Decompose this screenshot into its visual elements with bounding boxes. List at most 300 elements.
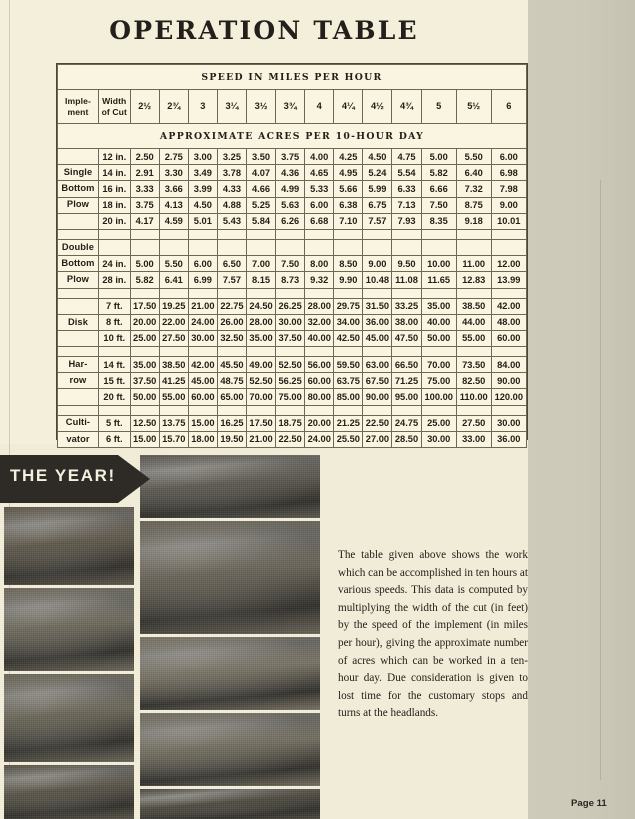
acres-value: 28.00 [247, 314, 276, 330]
acres-value: 3.99 [188, 181, 217, 197]
gutter-cell [130, 347, 159, 357]
acres-value: 75.00 [421, 373, 456, 389]
width-of-cut: 20 in. [98, 213, 130, 229]
scan-edge-line-right [600, 180, 601, 780]
acres-value: 6.41 [159, 272, 188, 288]
acres-value: 33.00 [456, 431, 491, 447]
acres-value: 24.00 [188, 314, 217, 330]
blank-cell [276, 239, 305, 255]
implement-label: Disk [58, 314, 99, 330]
implement-label: Plow [58, 197, 99, 213]
photo-mower-grass [140, 637, 320, 710]
acres-value: 3.78 [217, 165, 246, 181]
acres-value: 56.25 [276, 373, 305, 389]
acres-value: 4.75 [392, 149, 421, 165]
acres-value: 5.24 [363, 165, 392, 181]
gutter-cell [188, 347, 217, 357]
gutter-cell [363, 347, 392, 357]
acres-value: 5.01 [188, 213, 217, 229]
acres-value: 8.50 [334, 256, 363, 272]
acres-value: 31.50 [363, 298, 392, 314]
blank-cell [130, 239, 159, 255]
speed-header-9: 4¾ [392, 90, 421, 124]
gutter-cell [305, 347, 334, 357]
operation-table-grid [57, 64, 527, 448]
acres-value: 29.75 [334, 298, 363, 314]
width-of-cut: 7 ft. [98, 298, 130, 314]
width-of-cut: 28 in. [98, 272, 130, 288]
acres-value: 70.00 [421, 357, 456, 373]
acres-value: 35.00 [247, 330, 276, 346]
gutter-cell [334, 405, 363, 415]
speed-header-3: 3¼ [217, 90, 246, 124]
photo-disk-harrow [4, 674, 134, 762]
acres-value: 12.83 [456, 272, 491, 288]
acres-value: 21.00 [247, 431, 276, 447]
acres-value: 5.82 [421, 165, 456, 181]
photo-collage [0, 455, 320, 819]
acres-value: 63.00 [363, 357, 392, 373]
speed-header-6: 4 [305, 90, 334, 124]
acres-value: 22.00 [159, 314, 188, 330]
acres-value: 5.43 [217, 213, 246, 229]
acres-value: 52.50 [276, 357, 305, 373]
acres-value: 59.50 [334, 357, 363, 373]
acres-value: 12.50 [130, 415, 159, 431]
acres-value: 11.08 [392, 272, 421, 288]
acres-value: 25.00 [130, 330, 159, 346]
acres-value: 4.88 [217, 197, 246, 213]
speed-header-1: 2¾ [159, 90, 188, 124]
gutter-cell [159, 347, 188, 357]
acres-value: 3.33 [130, 181, 159, 197]
acres-value: 4.99 [276, 181, 305, 197]
gutter-cell [276, 229, 305, 239]
acres-value: 11.65 [421, 272, 456, 288]
gutter-cell [392, 229, 421, 239]
acres-value: 5.00 [130, 256, 159, 272]
gutter-cell [363, 288, 392, 298]
acres-value: 10.00 [421, 256, 456, 272]
acres-value: 5.82 [130, 272, 159, 288]
gutter-cell [159, 288, 188, 298]
blank-cell [334, 239, 363, 255]
acres-value: 35.00 [421, 298, 456, 314]
acres-value: 67.50 [363, 373, 392, 389]
acres-value: 4.66 [247, 181, 276, 197]
width-of-cut: 18 in. [98, 197, 130, 213]
acres-value: 19.50 [217, 431, 246, 447]
acres-value: 8.15 [247, 272, 276, 288]
acres-value: 22.75 [217, 298, 246, 314]
acres-value: 60.00 [188, 389, 217, 405]
photo-grain [140, 713, 320, 786]
acres-value: 30.00 [188, 330, 217, 346]
acres-value: 30.00 [491, 415, 526, 431]
acres-value: 45.50 [217, 357, 246, 373]
acres-value: 6.50 [217, 256, 246, 272]
acres-value: 7.32 [456, 181, 491, 197]
acres-value: 21.25 [334, 415, 363, 431]
scan-shadow-right [528, 0, 635, 819]
acres-value: 90.00 [363, 389, 392, 405]
blank-cell [421, 239, 456, 255]
acres-value: 10.48 [363, 272, 392, 288]
acres-value: 8.00 [305, 256, 334, 272]
acres-value: 28.00 [305, 298, 334, 314]
acres-value: 38.50 [159, 357, 188, 373]
acres-value: 42.50 [334, 330, 363, 346]
acres-value: 6.40 [456, 165, 491, 181]
acres-value: 4.59 [159, 213, 188, 229]
gutter-cell [305, 229, 334, 239]
acres-value: 84.00 [491, 357, 526, 373]
banner-arrow-icon [118, 455, 150, 503]
implement-label-blank [58, 149, 99, 165]
acres-value: 24.75 [392, 415, 421, 431]
acres-value: 4.17 [130, 213, 159, 229]
acres-value: 16.25 [217, 415, 246, 431]
acres-value: 26.25 [276, 298, 305, 314]
photo-grain [140, 521, 320, 634]
acres-value: 6.00 [188, 256, 217, 272]
acres-value: 50.00 [130, 389, 159, 405]
width-of-cut: 20 ft. [98, 389, 130, 405]
speed-header-4: 3½ [247, 90, 276, 124]
implement-label: row [58, 373, 99, 389]
width-of-cut: 6 ft. [98, 431, 130, 447]
acres-value: 3.30 [159, 165, 188, 181]
acres-value: 15.00 [188, 415, 217, 431]
gutter-cell [159, 405, 188, 415]
operation-table [56, 63, 528, 445]
gutter-cell [58, 229, 99, 239]
width-of-cut: 24 in. [98, 256, 130, 272]
acres-value: 2.91 [130, 165, 159, 181]
speed-header-12: 6 [491, 90, 526, 124]
gutter-cell [188, 288, 217, 298]
acres-value: 5.84 [247, 213, 276, 229]
gutter-cell [363, 229, 392, 239]
blank-cell [305, 239, 334, 255]
acres-value: 18.75 [276, 415, 305, 431]
acres-value: 48.75 [217, 373, 246, 389]
acres-value: 60.00 [491, 330, 526, 346]
acres-value: 3.75 [130, 197, 159, 213]
gutter-cell [98, 347, 130, 357]
acres-value: 5.50 [456, 149, 491, 165]
gutter-cell [392, 347, 421, 357]
implement-label-blank [58, 389, 99, 405]
blank-cell [456, 239, 491, 255]
acres-value: 13.99 [491, 272, 526, 288]
acres-value: 50.00 [421, 330, 456, 346]
acres-value: 3.49 [188, 165, 217, 181]
implement-header: Imple- ment [58, 90, 99, 124]
acres-value: 5.54 [392, 165, 421, 181]
gutter-cell [456, 347, 491, 357]
acres-value: 7.93 [392, 213, 421, 229]
blank-cell [363, 239, 392, 255]
gutter-cell [305, 288, 334, 298]
photo-jeep-orchard [4, 588, 134, 671]
gutter-cell [421, 347, 456, 357]
acres-value: 9.50 [392, 256, 421, 272]
gutter-cell [392, 288, 421, 298]
acres-value: 17.50 [247, 415, 276, 431]
gutter-cell [276, 288, 305, 298]
acres-value: 3.50 [247, 149, 276, 165]
blank-cell [491, 239, 526, 255]
acres-value: 42.00 [188, 357, 217, 373]
gutter-cell [98, 405, 130, 415]
acres-value: 5.63 [276, 197, 305, 213]
width-of-cut: 5 ft. [98, 415, 130, 431]
acres-value: 65.00 [217, 389, 246, 405]
implement-label-blank [58, 298, 99, 314]
gutter-cell [247, 405, 276, 415]
acres-value: 41.25 [159, 373, 188, 389]
acres-value: 52.50 [247, 373, 276, 389]
acres-value: 6.33 [392, 181, 421, 197]
gutter-cell [130, 288, 159, 298]
acres-value: 21.00 [188, 298, 217, 314]
acres-value: 12.00 [491, 256, 526, 272]
acres-value: 90.00 [491, 373, 526, 389]
acres-value: 8.35 [421, 213, 456, 229]
photo-grain-elevator [140, 521, 320, 634]
acres-value: 4.50 [188, 197, 217, 213]
speed-header-7: 4¼ [334, 90, 363, 124]
acres-value: 73.50 [456, 357, 491, 373]
acres-value: 6.68 [305, 213, 334, 229]
acres-value: 13.75 [159, 415, 188, 431]
acres-value: 63.75 [334, 373, 363, 389]
acres-value: 5.66 [334, 181, 363, 197]
gutter-cell [130, 229, 159, 239]
acres-value: 26.00 [217, 314, 246, 330]
acres-value: 56.00 [305, 357, 334, 373]
implement-label: Plow [58, 272, 99, 288]
acres-value: 8.73 [276, 272, 305, 288]
acres-value: 25.00 [421, 415, 456, 431]
speed-banner: SPEED IN MILES PER HOUR [58, 65, 527, 90]
gutter-cell [491, 288, 526, 298]
acres-value: 6.00 [491, 149, 526, 165]
gutter-cell [130, 405, 159, 415]
blank-cell [392, 239, 421, 255]
acres-value: 20.00 [305, 415, 334, 431]
photo-grain [4, 588, 134, 671]
gutter-cell [188, 405, 217, 415]
acres-value: 9.90 [334, 272, 363, 288]
gutter-cell [491, 229, 526, 239]
acres-value: 7.98 [491, 181, 526, 197]
acres-value: 4.25 [334, 149, 363, 165]
acres-value: 22.50 [276, 431, 305, 447]
acres-value: 49.00 [247, 357, 276, 373]
blank-cell [217, 239, 246, 255]
acres-value: 15.00 [130, 431, 159, 447]
acres-value: 40.00 [305, 330, 334, 346]
acres-value: 30.00 [421, 431, 456, 447]
gutter-cell [98, 288, 130, 298]
acres-value: 36.00 [491, 431, 526, 447]
acres-value: 40.00 [421, 314, 456, 330]
acres-value: 2.50 [130, 149, 159, 165]
acres-value: 28.50 [392, 431, 421, 447]
blank-cell [188, 239, 217, 255]
acres-value: 6.98 [491, 165, 526, 181]
acres-value: 7.50 [421, 197, 456, 213]
acres-value: 34.00 [334, 314, 363, 330]
blank-cell [159, 239, 188, 255]
acres-value: 6.75 [363, 197, 392, 213]
acres-value: 5.33 [305, 181, 334, 197]
photo-tractor-loader-jeep [140, 455, 320, 518]
page-number: Page 11 [571, 798, 607, 809]
acres-value: 9.00 [491, 197, 526, 213]
acres-value: 27.50 [456, 415, 491, 431]
width-header: Width of Cut [98, 90, 130, 124]
acres-value: 95.00 [392, 389, 421, 405]
acres-value: 15.70 [159, 431, 188, 447]
width-of-cut: 15 ft. [98, 373, 130, 389]
acres-value: 4.33 [217, 181, 246, 197]
photo-grain [140, 455, 320, 518]
gutter-cell [456, 229, 491, 239]
gutter-cell [421, 229, 456, 239]
width-of-cut: 10 ft. [98, 330, 130, 346]
acres-value: 45.00 [363, 330, 392, 346]
gutter-cell [392, 405, 421, 415]
acres-value: 25.50 [334, 431, 363, 447]
acres-value: 4.07 [247, 165, 276, 181]
acres-value: 9.00 [363, 256, 392, 272]
acres-value: 82.50 [456, 373, 491, 389]
acres-value: 7.13 [392, 197, 421, 213]
acres-value: 5.00 [421, 149, 456, 165]
gutter-cell [217, 288, 246, 298]
acres-value: 45.00 [188, 373, 217, 389]
blank-cell [98, 239, 130, 255]
photo-grain [4, 765, 134, 819]
the-year-banner [0, 455, 150, 503]
gutter-cell [217, 405, 246, 415]
implement-label: Culti- [58, 415, 99, 431]
gutter-cell [334, 347, 363, 357]
acres-value: 7.10 [334, 213, 363, 229]
acres-value: 80.00 [305, 389, 334, 405]
gutter-cell [188, 229, 217, 239]
photo-harvester-treeline [140, 789, 320, 819]
gutter-cell [334, 229, 363, 239]
acres-value: 55.00 [456, 330, 491, 346]
gutter-cell [58, 405, 99, 415]
gutter-cell [421, 288, 456, 298]
acres-value: 9.18 [456, 213, 491, 229]
gutter-cell [363, 405, 392, 415]
photo-grain [4, 507, 134, 585]
acres-value: 37.50 [276, 330, 305, 346]
speed-header-0: 2½ [130, 90, 159, 124]
acres-value: 100.00 [421, 389, 456, 405]
photo-grain [4, 674, 134, 762]
acres-value: 70.00 [247, 389, 276, 405]
acres-value: 22.50 [363, 415, 392, 431]
acres-value: 24.50 [247, 298, 276, 314]
acres-value: 5.25 [247, 197, 276, 213]
implement-label: Bottom [58, 256, 99, 272]
implement-label: Double [58, 239, 99, 255]
width-of-cut: 8 ft. [98, 314, 130, 330]
acres-value: 7.00 [247, 256, 276, 272]
gutter-cell [491, 347, 526, 357]
implement-label-blank [58, 330, 99, 346]
speed-header-10: 5 [421, 90, 456, 124]
acres-value: 4.65 [305, 165, 334, 181]
acres-value: 47.50 [392, 330, 421, 346]
acres-value: 6.66 [421, 181, 456, 197]
speed-header-11: 5½ [456, 90, 491, 124]
acres-value: 71.25 [392, 373, 421, 389]
implement-label-blank [58, 213, 99, 229]
blank-cell [247, 239, 276, 255]
acres-value: 3.25 [217, 149, 246, 165]
acres-value: 18.00 [188, 431, 217, 447]
acres-value: 27.50 [159, 330, 188, 346]
width-of-cut: 14 ft. [98, 357, 130, 373]
acres-value: 48.00 [491, 314, 526, 330]
gutter-cell [58, 288, 99, 298]
acres-value: 38.50 [456, 298, 491, 314]
photo-irrigation-spray [140, 713, 320, 786]
acres-value: 4.95 [334, 165, 363, 181]
gutter-cell [247, 288, 276, 298]
acres-value: 17.50 [130, 298, 159, 314]
acres-value: 4.00 [305, 149, 334, 165]
acres-value: 33.25 [392, 298, 421, 314]
photo-plowing-field [4, 507, 134, 585]
acres-value: 11.00 [456, 256, 491, 272]
acres-banner: APPROXIMATE ACRES PER 10-HOUR DAY [58, 124, 527, 149]
acres-value: 9.32 [305, 272, 334, 288]
acres-value: 3.00 [188, 149, 217, 165]
speed-header-2: 3 [188, 90, 217, 124]
acres-value: 20.00 [130, 314, 159, 330]
width-of-cut: 14 in. [98, 165, 130, 181]
acres-value: 7.57 [363, 213, 392, 229]
acres-value: 6.26 [276, 213, 305, 229]
acres-value: 75.00 [276, 389, 305, 405]
gutter-cell [305, 405, 334, 415]
acres-value: 38.00 [392, 314, 421, 330]
speed-header-5: 3¾ [276, 90, 305, 124]
photo-grain [140, 789, 320, 819]
acres-value: 8.75 [456, 197, 491, 213]
acres-value: 66.50 [392, 357, 421, 373]
acres-value: 35.00 [130, 357, 159, 373]
acres-value: 32.00 [305, 314, 334, 330]
gutter-cell [276, 405, 305, 415]
acres-value: 3.66 [159, 181, 188, 197]
acres-value: 37.50 [130, 373, 159, 389]
acres-value: 5.99 [363, 181, 392, 197]
gutter-cell [247, 229, 276, 239]
gutter-cell [456, 288, 491, 298]
acres-value: 42.00 [491, 298, 526, 314]
acres-value: 6.38 [334, 197, 363, 213]
